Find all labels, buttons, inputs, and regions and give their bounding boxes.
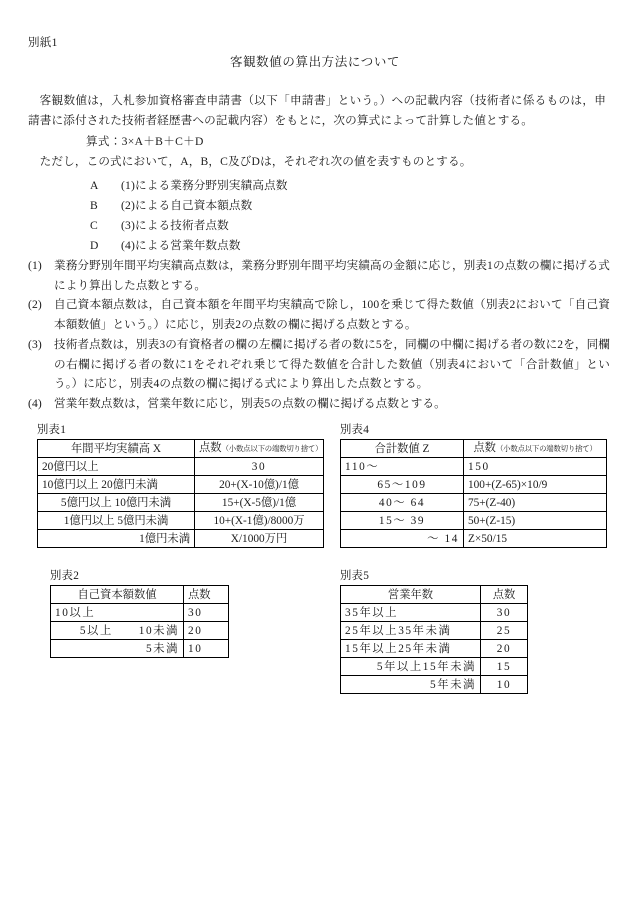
range-cell: 1億円未満 bbox=[38, 530, 195, 548]
table-5-caption: 別表5 bbox=[340, 570, 370, 582]
item-text: 技術者点数は，別表3の有資格者の欄の左欄に掲げる者の数に5を，同欄の中欄に掲げる者の数に2を，同欄の右欄に掲げる者の数に1をそれぞれ乗じて得た数値を合計した数値（別表4において「合計数値」という。）に応じ，別表4の点数の欄に掲げる式により算出した点数とする。 bbox=[54, 337, 610, 391]
table-row bbox=[341, 640, 528, 658]
table-5-header-score: 点数 bbox=[481, 586, 528, 604]
definition-value: (4)による営業年数点数 bbox=[121, 239, 241, 252]
item-number: (3) bbox=[28, 337, 42, 351]
header-score-label: 点数 bbox=[473, 442, 496, 454]
table-1-header-score bbox=[195, 440, 324, 458]
table-row bbox=[51, 604, 229, 622]
table-2-header-score: 点数 bbox=[184, 586, 229, 604]
score-cell: X/1000万円 bbox=[195, 530, 324, 548]
score-cell: 30 bbox=[195, 458, 324, 476]
range-cell: 110～ bbox=[341, 458, 464, 476]
definition-key: A bbox=[90, 179, 99, 192]
score-cell: 15+(X-5億)/1億 bbox=[195, 494, 324, 512]
definition-key: B bbox=[90, 199, 98, 212]
range-cell: 15年以上25年未満 bbox=[341, 640, 481, 658]
table-5 bbox=[340, 585, 528, 694]
table-header-row bbox=[341, 586, 528, 604]
table-row bbox=[341, 676, 528, 694]
numbered-item bbox=[28, 256, 610, 295]
formula-line: 算式：3×A＋B＋C＋D bbox=[86, 135, 204, 148]
range-cell: 5億円以上 10億円未満 bbox=[38, 494, 195, 512]
definition-value: (1)による業務分野別実績高点数 bbox=[121, 179, 288, 192]
numbered-item-list bbox=[28, 256, 610, 414]
score-cell: 150 bbox=[464, 458, 607, 476]
table-row bbox=[51, 622, 229, 640]
score-cell: 20 bbox=[481, 640, 528, 658]
range-cell: 5年未満 bbox=[341, 676, 481, 694]
score-cell: 20+(X-10億)/1億 bbox=[195, 476, 324, 494]
table-2-header-range: 自己資本額数値 bbox=[51, 586, 184, 604]
table-row bbox=[51, 640, 229, 658]
numbered-item bbox=[28, 335, 610, 394]
table-row bbox=[341, 476, 607, 494]
score-cell: 30 bbox=[184, 604, 229, 622]
definition-value: (3)による技術者点数 bbox=[121, 219, 229, 232]
numbered-item bbox=[28, 394, 610, 414]
table-row bbox=[38, 458, 324, 476]
range-cell: ～ 14 bbox=[341, 530, 464, 548]
range-cell: 10億円以上 20億円未満 bbox=[38, 476, 195, 494]
table-1-block bbox=[37, 421, 324, 548]
item-number: (2) bbox=[28, 298, 42, 312]
table-4-header-range: 合計数値 Z bbox=[341, 440, 464, 458]
table-4-caption: 別表4 bbox=[340, 424, 370, 436]
item-text: 営業年数点数は，営業年数に応じ，別表5の点数の欄に掲げる点数とする。 bbox=[54, 396, 446, 410]
score-cell: 25 bbox=[481, 622, 528, 640]
score-cell: 75+(Z-40) bbox=[464, 494, 607, 512]
item-text: 業務分野別年間平均実績高点数は，業務分野別年間平均実績高の金額に応じ，別表1の点数の欄に掲げる式により算出した点数とする。 bbox=[54, 259, 610, 292]
definition-row bbox=[28, 176, 606, 196]
table-row bbox=[38, 494, 324, 512]
item-text: 自己資本額点数は，自己資本額を年間平均実績高で除し，100を乗じて得た数値（別表2において「自己資本額数値」という。）に応じ，別表2の点数の欄に掲げる点数とする。 bbox=[54, 298, 610, 332]
table-row bbox=[38, 476, 324, 494]
range-cell: 40～ 64 bbox=[341, 494, 464, 512]
score-cell: 30 bbox=[481, 604, 528, 622]
score-cell: 10 bbox=[184, 640, 229, 658]
score-cell: Z×50/15 bbox=[464, 530, 607, 548]
item-number: (1) bbox=[28, 259, 42, 272]
header-score-note: （小数点以下の端数切り捨て） bbox=[495, 444, 597, 453]
table-row bbox=[341, 622, 528, 640]
table-4-block bbox=[340, 421, 607, 548]
table-row bbox=[341, 658, 528, 676]
range-cell: 20億円以上 bbox=[38, 458, 195, 476]
score-cell: 10 bbox=[481, 676, 528, 694]
score-cell: 15 bbox=[481, 658, 528, 676]
definition-row bbox=[28, 236, 606, 256]
page-title: 客観数値の算出方法について bbox=[229, 55, 401, 69]
table-row bbox=[341, 458, 607, 476]
table-header-row bbox=[51, 586, 229, 604]
header-score-note: （小数点以下の端数切り捨て） bbox=[221, 444, 323, 453]
table-2 bbox=[50, 585, 229, 658]
table-4 bbox=[340, 439, 607, 548]
table-4-header-score bbox=[464, 440, 607, 458]
table-2-block bbox=[50, 567, 229, 658]
score-cell: 20 bbox=[184, 622, 229, 640]
numbered-item bbox=[28, 295, 610, 334]
range-cell: 15～ 39 bbox=[341, 512, 464, 530]
table-5-block bbox=[340, 567, 528, 694]
table-row bbox=[38, 512, 324, 530]
table-1 bbox=[37, 439, 324, 548]
score-cell: 100+(Z-65)×10/9 bbox=[464, 476, 607, 494]
definition-key: C bbox=[90, 219, 98, 232]
range-cell: 25年以上35年未満 bbox=[341, 622, 481, 640]
intro-paragraph: 客観数値は，入札参加資格審査申請書（以下「申請書」という。）への記載内容（技術者に係るものは，申請書に添付された技術者経歴書への記載内容）をもとに，次の算式によって計算した値とする。 bbox=[28, 94, 606, 127]
table-header-row bbox=[38, 440, 324, 458]
table-5-header-range: 営業年数 bbox=[341, 586, 481, 604]
range-cell: 35年以上 bbox=[341, 604, 481, 622]
table-row bbox=[341, 494, 607, 512]
table-row bbox=[38, 530, 324, 548]
header-score-label: 点数 bbox=[199, 442, 222, 454]
table-row bbox=[341, 604, 528, 622]
definition-row bbox=[28, 196, 606, 216]
score-cell: 50+(Z-15) bbox=[464, 512, 607, 530]
attachment-label: 別紙1 bbox=[28, 37, 58, 49]
table-2-caption: 別表2 bbox=[50, 570, 80, 582]
table-row bbox=[341, 530, 607, 548]
definition-value: (2)による自己資本額点数 bbox=[121, 199, 253, 212]
definition-list bbox=[28, 176, 606, 256]
table-1-caption: 別表1 bbox=[37, 424, 67, 436]
definition-row bbox=[28, 216, 606, 236]
range-cell: 5以上 10未満 bbox=[51, 622, 184, 640]
condition-line: ただし，この式において，A，B，C及びDは，それぞれ次の値を表すものとする。 bbox=[39, 155, 472, 168]
range-cell: 5未満 bbox=[51, 640, 184, 658]
score-cell: 10+(X-1億)/8000万 bbox=[195, 512, 324, 530]
table-header-row bbox=[341, 440, 607, 458]
item-number: (4) bbox=[28, 396, 42, 410]
range-cell: 10以上 bbox=[51, 604, 184, 622]
definition-key: D bbox=[90, 239, 99, 252]
range-cell: 65～109 bbox=[341, 476, 464, 494]
range-cell: 1億円以上 5億円未満 bbox=[38, 512, 195, 530]
table-row bbox=[341, 512, 607, 530]
range-cell: 5年以上15年未満 bbox=[341, 658, 481, 676]
table-1-header-range: 年間平均実績高 X bbox=[38, 440, 195, 458]
